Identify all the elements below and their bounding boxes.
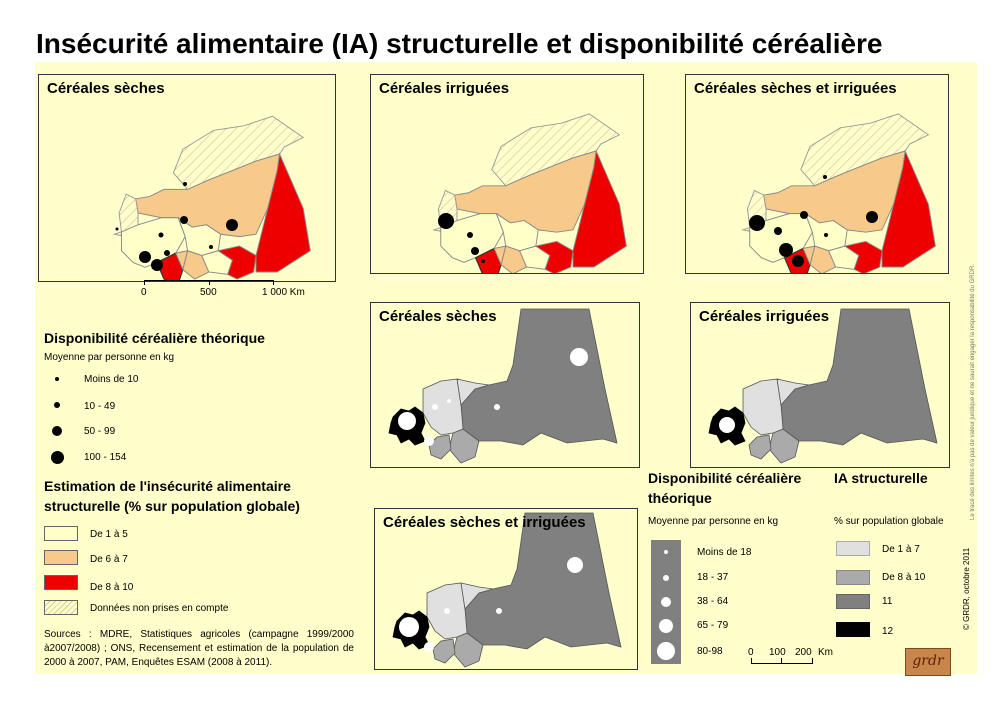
legend-swatch: [836, 594, 870, 609]
legend-swatch: [44, 550, 78, 565]
dispo-dot: [438, 213, 454, 229]
legend-swatch: [836, 622, 870, 637]
legend-ia-right-title: IA structurelle: [834, 470, 928, 486]
legend-item: Moins de 10: [84, 374, 139, 385]
map-svg: [371, 303, 639, 467]
legend-dispo-right-title-line2: théorique: [648, 490, 712, 506]
dispo-dot: [432, 404, 438, 410]
legend-swatch: [836, 541, 870, 556]
legend-dispo-right-title-line1: Disponibilité céréalière: [648, 470, 802, 486]
dispo-dot: [444, 608, 450, 614]
legend-item: De 1 à 7: [882, 544, 920, 555]
dispo-dot: [779, 243, 793, 257]
dispo-dot: [800, 211, 808, 219]
scale-tick: 0: [748, 647, 754, 658]
legend-item: De 8 à 10: [882, 572, 926, 583]
legend-dot: [661, 597, 671, 607]
legend-dot: [52, 426, 62, 436]
map-svg: [371, 75, 643, 273]
dispo-dot: [823, 175, 827, 179]
scale-tick: 0: [141, 287, 147, 298]
map-svg: [375, 509, 637, 669]
map-gray-cereales-seches-irriguees: [374, 508, 638, 670]
grdr-logo: grdr: [905, 648, 951, 676]
map-svg: [686, 75, 948, 273]
sources-text: Sources : MDRE, Statistiques agricoles (campagne 1999/2000 à2007/2008) ; ONS, Recensement et estimation de la population de 2000 à 2007, PAM, Enquêtes ESAM (2008 à 2011).: [44, 629, 354, 668]
dispo-dot: [164, 250, 170, 256]
dispo-dot: [159, 233, 164, 238]
legend-dot: [663, 575, 669, 581]
legend-dot: [54, 402, 60, 408]
map-title: Céréales sèches et irriguées: [694, 80, 897, 97]
dispo-dot: [471, 247, 479, 255]
map-gray-cereales-irriguees: [690, 302, 950, 468]
dispo-dot: [494, 404, 500, 410]
legend-item: 10 - 49: [84, 401, 116, 412]
dispo-dot: [774, 227, 782, 235]
dispo-dot: [567, 557, 583, 573]
dispo-dot: [399, 617, 419, 637]
legend-dot: [659, 619, 673, 633]
dispo-dot: [151, 259, 163, 271]
scale-tick: 200: [795, 647, 812, 658]
map-svg: [691, 303, 949, 467]
dispo-dot: [398, 412, 416, 430]
scale-tick: 100: [769, 647, 786, 658]
legend-item: 11: [882, 596, 893, 607]
map-top-cereales-seches-irriguees: [685, 74, 949, 274]
dispo-dot: [467, 232, 473, 238]
scale-tick: Km: [818, 647, 833, 658]
legend-item: Données non prises en compte: [90, 603, 229, 614]
dispo-dot: [496, 608, 502, 614]
map-svg: [39, 75, 335, 281]
scale-tick: 1 000 Km: [262, 287, 305, 298]
legend-item: De 6 à 7: [90, 554, 128, 565]
dispo-dot: [866, 211, 878, 223]
scale-tick: 500: [200, 287, 217, 298]
dispo-dot: [139, 251, 151, 263]
legend-item: 38 - 64: [697, 596, 729, 607]
legend-swatch-hatched: [44, 600, 78, 615]
legend-ia-title-line2: structurelle (% sur population globale): [44, 498, 300, 514]
page-title: Insécurité alimentaire (IA) structurelle et disponibilité céréalière: [36, 28, 883, 59]
dispo-dot: [481, 259, 485, 263]
disclaimer-text: [970, 512, 976, 520]
dispo-dot: [116, 228, 119, 231]
legend-item: 18 - 37: [697, 572, 729, 583]
legend-item: Moins de 18: [697, 547, 752, 558]
map-title: Céréales sèches: [47, 80, 165, 97]
legend-item: 12: [882, 626, 894, 637]
legend-swatch: [44, 526, 78, 541]
dispo-dot: [824, 233, 828, 237]
map-title: Céréales irriguées: [379, 80, 510, 97]
map-gray-cereales-seches: [370, 302, 640, 468]
legend-dispo-title: Disponibilité céréalière théorique: [44, 330, 265, 346]
legend-item: De 1 à 5: [90, 529, 128, 540]
legend-dot: [55, 377, 59, 381]
legend-dot: [51, 451, 64, 464]
legend-dot: [657, 642, 675, 660]
legend-swatch: [836, 570, 870, 585]
dispo-dot: [226, 219, 238, 231]
map-title: Céréales irriguées: [699, 308, 830, 325]
dispo-dot: [447, 399, 451, 403]
dispo-dot: [792, 255, 804, 267]
legend-ia-title-line1: Estimation de l'insécurité alimentaire: [44, 478, 291, 494]
dispo-dot: [183, 182, 187, 186]
map-top-cereales-seches: [38, 74, 336, 282]
scale-bar-bottom: [751, 658, 813, 664]
legend-item: 50 - 99: [84, 426, 116, 437]
legend-item: 100 - 154: [84, 452, 127, 463]
legend-dot: [664, 550, 668, 554]
dispo-dot: [719, 417, 735, 433]
legend-item: De 8 à 10: [90, 582, 134, 593]
legend-ia-right-subtitle: % sur population globale: [834, 516, 944, 527]
dispo-dot: [424, 642, 434, 652]
legend-dispo-subtitle: Moyenne par personne en kg: [44, 352, 175, 363]
dispo-dot: [749, 215, 765, 231]
dispo-dot: [424, 436, 434, 446]
dispo-dot: [570, 348, 588, 366]
legend-swatch: [44, 575, 78, 590]
legend-item: 80-98: [697, 646, 723, 657]
map-top-cereales-irriguees: [370, 74, 644, 274]
dispo-dot: [209, 245, 213, 249]
map-title: Céréales sèches et irriguées: [383, 514, 586, 531]
legend-item: 65 - 79: [697, 620, 729, 631]
dispo-dot: [180, 216, 188, 224]
map-title: Céréales sèches: [379, 308, 497, 325]
legend-dispo-right-subtitle: Moyenne par personne en kg: [648, 516, 779, 527]
credit-text: [962, 620, 971, 630]
